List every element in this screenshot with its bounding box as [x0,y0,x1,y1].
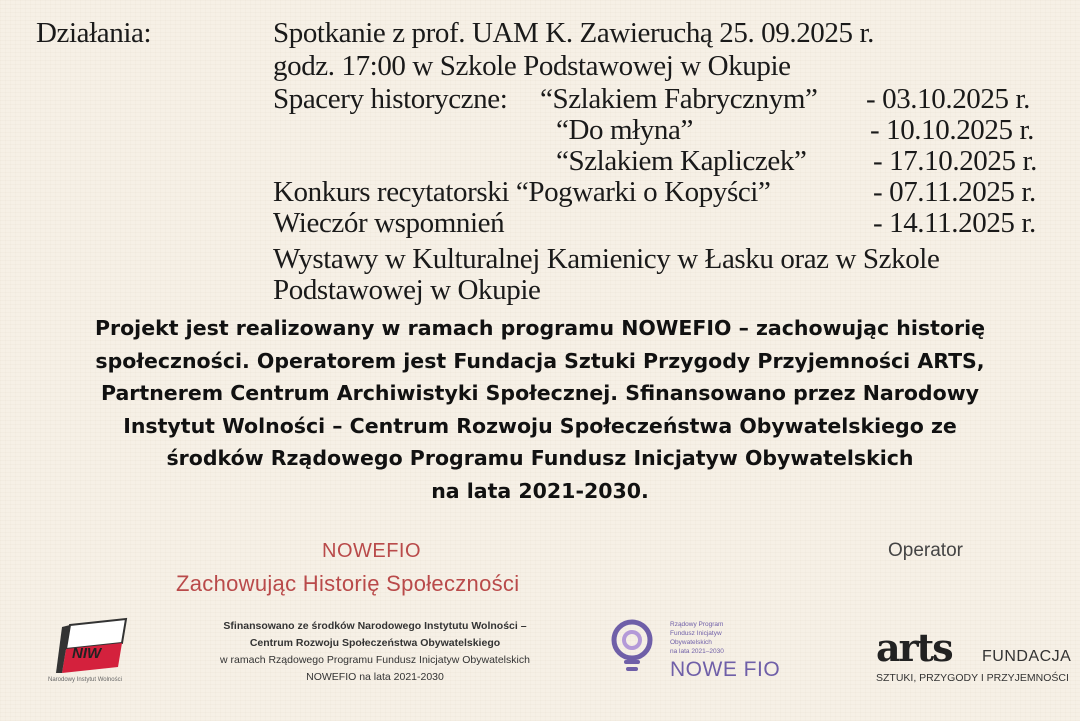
project-info-line: społeczności. Operatorem jest Fundacja Sztuki Przygody Przyjemności ARTS, [95,348,985,373]
contest-name: Konkurs recytatorski “Pogwarki o Kopyści” [273,176,771,208]
walk2-name: “Do młyna” [556,114,693,146]
funding-line: w ramach Rządowego Programu Fundusz Inicjatyw Obywatelskich [220,654,530,666]
arts-fundacja: FUNDACJA [982,648,1072,665]
funding-text [180,618,570,686]
arts-logo [876,625,1076,693]
evening-date: - 14.11.2025 r. [873,207,1036,239]
walk3-name: “Szlakiem Kapliczek” [556,145,807,177]
arts-caption: SZTUKI, PRZYGODY I PRZYJEMNOŚCI [876,672,1069,684]
project-info-line: środków Rządowego Programu Fundusz Inicjatyw Obywatelskich [166,446,914,471]
walk2-date: - 10.10.2025 r. [870,114,1034,146]
contest-date: - 07.11.2025 r. [873,176,1036,208]
project-info-paragraph [20,312,1060,508]
nowe-fio-logo [608,616,798,691]
activities-label: Działania: [36,17,152,49]
project-info-line: na lata 2021-2030. [431,478,649,503]
funding-line: NOWEFIO na lata 2021-2030 [306,671,444,683]
niw-logo [48,615,148,690]
project-info-line: Partnerem Centrum Archiwistyki Społecznej. Sfinansowano przez Narodowy [101,381,979,406]
walks-label: Spacery historyczne: [273,83,508,115]
funding-line: Centrum Rozwoju Społeczeństwa Obywatelskiego [249,637,501,649]
operator-label: Operator [888,540,963,561]
fio-small-line: Fundusz Inicjatyw [670,630,722,637]
program-title: NOWEFIO [322,540,422,562]
walk3-date: - 17.10.2025 r. [873,145,1037,177]
walk1-name: “Szlakiem Fabrycznym” [540,83,818,115]
fio-small-line: Rządowy Program [670,621,724,628]
meeting-time-line: godz. 17:00 w Szkole Podstawowej w Okupie [273,50,791,82]
meeting-line: Spotkanie z prof. UAM K. Zawieruchą 25. 09.2025 r. [273,17,874,49]
arts-logo-text: arts [876,625,952,670]
niw-logo-text: NIW [72,645,102,662]
fio-bulb-icon [608,616,664,676]
exhibitions-line2: Podstawowej w Okupie [273,274,541,306]
walk1-date: - 03.10.2025 r. [866,83,1030,115]
fio-small-line: Obywatelskich [670,639,712,646]
exhibitions-line1: Wystawy w Kulturalnej Kamienicy w Łasku oraz w Szkole [273,243,940,275]
program-subtitle: Zachowując Historię Społeczności [176,571,520,596]
niw-caption: Narodowy Instytut Wolności [48,677,122,683]
fio-logo-text: NOWE FIO [670,658,781,681]
evening-name: Wieczór wspomnień [273,207,505,239]
funding-line: Sfinansowano ze środków Narodowego Instytutu Wolności – [223,620,527,632]
project-info-line: Instytut Wolności – Centrum Rozwoju Społeczeństwa Obywatelskiego ze [123,413,957,438]
fio-small-text [670,620,724,656]
project-info-line: Projekt jest realizowany w ramach programu NOWEFIO – zachowując historię [94,316,986,340]
fio-small-line: na lata 2021–2030 [670,648,724,655]
